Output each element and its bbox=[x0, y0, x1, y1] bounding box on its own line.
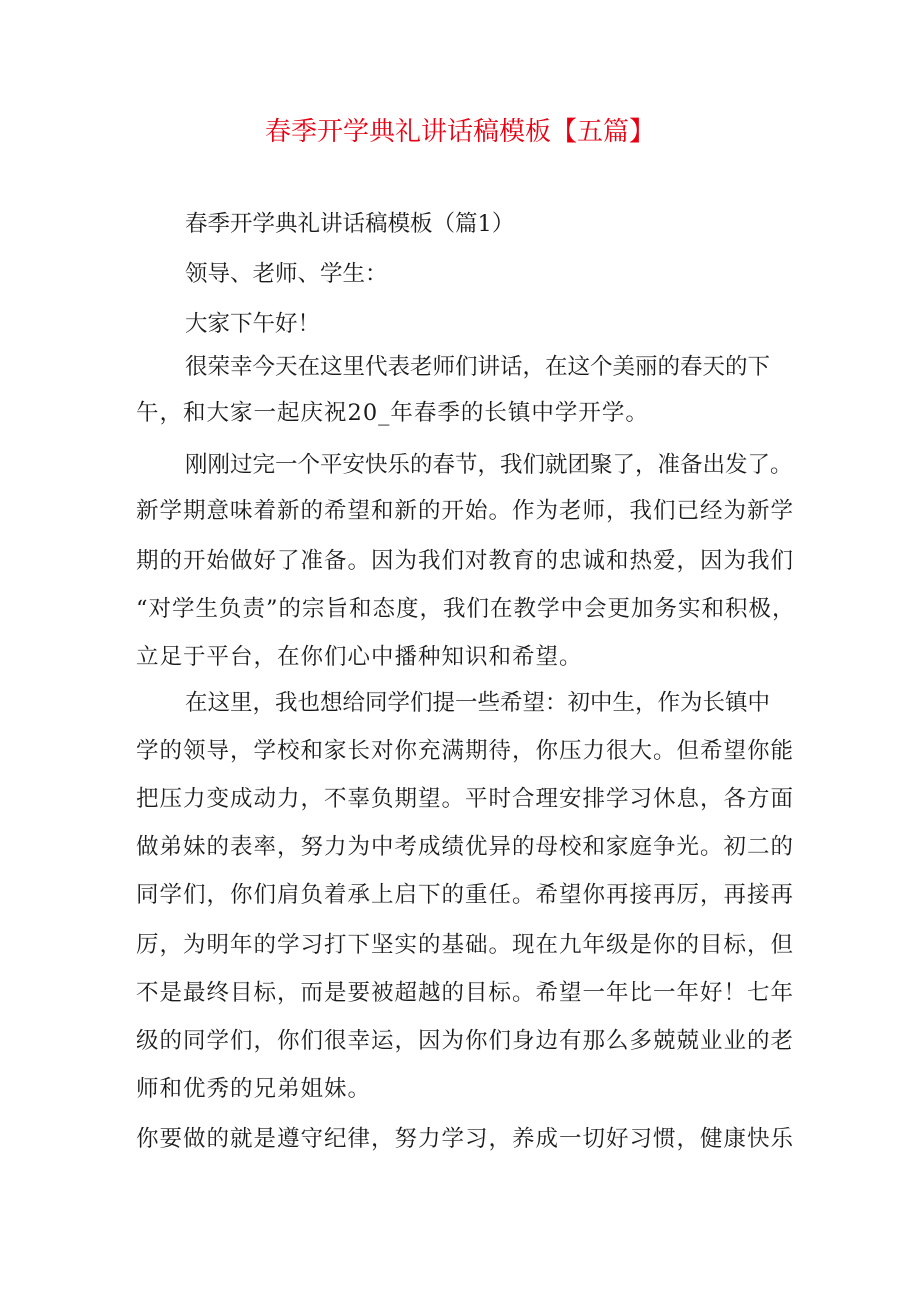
paragraph-line: 级的同学们，你们很幸运，因为你们身边有那么多兢兢业业的老 bbox=[136, 1028, 795, 1054]
greeting: 大家下午好！ bbox=[185, 311, 321, 337]
paragraph-line: 学的领导，学校和家长对你充满期待，你压力很大。但希望你能 bbox=[136, 738, 795, 764]
paragraph-line: 厉，为明年的学习打下坚实的基础。现在九年级是你的目标，但 bbox=[136, 932, 795, 958]
paragraph-line: 在这里，我也想给同学们提一些希望：初中生，作为长镇中 bbox=[185, 690, 771, 716]
paragraph-line: 把压力变成动力，不辜负期望。平时合理安排学习休息，各方面 bbox=[136, 786, 795, 812]
paragraph-line: 做弟妹的表率，努力为中考成绩优异的母校和家庭争光。初二的 bbox=[136, 834, 795, 860]
salutation: 领导、老师、学生： bbox=[185, 261, 388, 287]
paragraph-line: 新学期意味着新的希望和新的开始。作为老师，我们已经为新学 bbox=[136, 498, 795, 524]
paragraph-line: 刚刚过完一个平安快乐的春节，我们就团聚了，准备出发了。 bbox=[185, 452, 793, 478]
section-heading: 春季开学典礼讲话稿模板（篇1） bbox=[185, 211, 515, 237]
paragraph-line: 很荣幸今天在这里代表老师们讲话，在这个美丽的春天的下 bbox=[185, 354, 771, 380]
paragraph-line: “对学生负责”的宗旨和态度，我们在教学中会更加务实和积极， bbox=[136, 596, 796, 622]
paragraph-line: 午，和大家一起庆祝20_年春季的长镇中学开学。 bbox=[136, 400, 649, 426]
paragraph-line: 不是最终目标，而是要被超越的目标。希望一年比一年好！七年 bbox=[136, 980, 795, 1006]
paragraph-line: 同学们，你们肩负着承上启下的重任。希望你再接再厉，再接再 bbox=[136, 882, 795, 908]
paragraph-line: 你要做的就是遵守纪律，努力学习，养成一切好习惯，健康快乐 bbox=[136, 1126, 795, 1152]
paragraph-line: 期的开始做好了准备。因为我们对教育的忠诚和热爱，因为我们 bbox=[136, 548, 795, 574]
document-title: 春季开学典礼讲话稿模板【五篇】 bbox=[264, 117, 655, 147]
paragraph-line: 师和优秀的兄弟姐妹。 bbox=[136, 1076, 372, 1102]
paragraph-line: 立足于平台，在你们心中播种知识和希望。 bbox=[136, 644, 583, 670]
